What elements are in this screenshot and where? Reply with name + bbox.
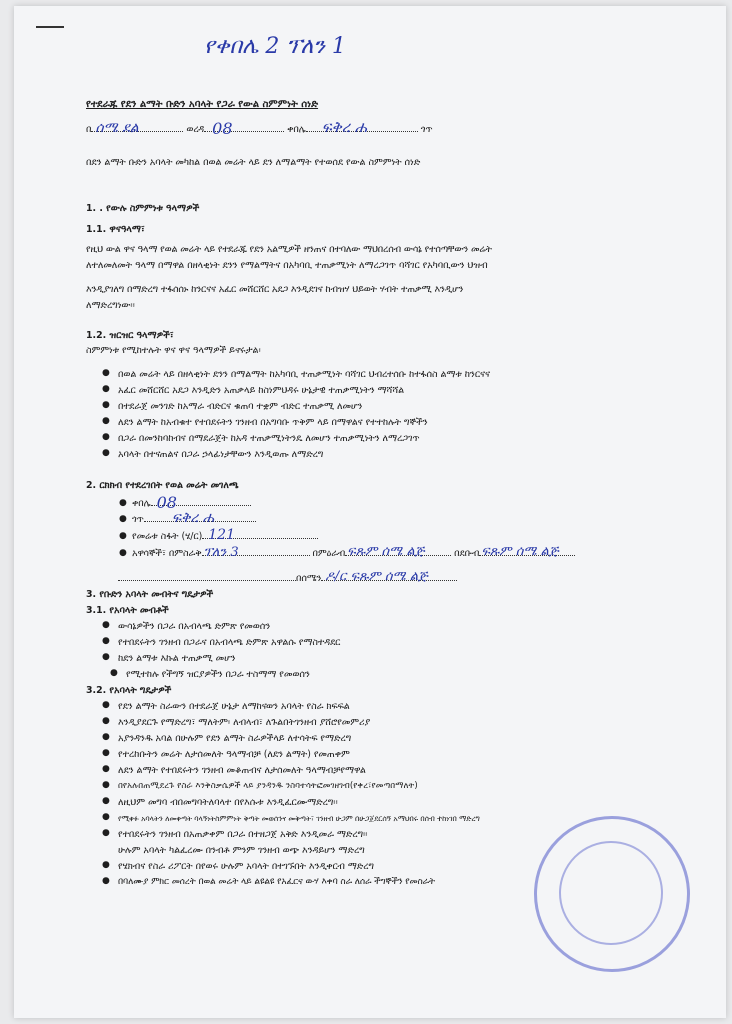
bullet-icon: ● <box>102 828 110 838</box>
bullet-icon: ● <box>102 636 110 646</box>
list-item: በተደራጀ መንገድ ከአማራ ብድርና ቁጠባ ተቋም ብድር ተጠቃሚ ለመሆን <box>118 401 363 412</box>
bullet-icon: ● <box>102 384 110 394</box>
list-item: አባላት በተናጠልና በጋራ ኃላፊነታቸውን እንዲወጡ ለማድረግ <box>118 449 324 460</box>
bullet-icon: ● <box>102 780 110 790</box>
list-item-continuation: ሁሉም አባላት ካልፈረሙ በንብቶ ምንም ገንዘብ ወጭ እንዳይሆን ማድረግ <box>118 845 365 856</box>
bullet-icon: ● <box>102 620 110 630</box>
list-item: የሄክብና የስራ ሪፖርት በየወሩ ሁሉም አባላት በተገኙበት እንዲቀርብ ማድረግ <box>118 861 374 872</box>
list-item: የተረከቡትን መሬት ለታሰመለት ዓላማብቻ (ለደን ልማት) የመጠቀም <box>118 749 350 760</box>
bullet-icon: ● <box>102 764 110 774</box>
bullet-icon: ● <box>102 652 110 662</box>
field-south <box>118 569 457 585</box>
field-east-label: አዋሳኞች፣ በምስራቅ <box>132 548 202 559</box>
location-prefix: በ <box>86 124 92 135</box>
section-1-2-subheading: ስምምነቱ የሚከተሉት ዋና ዋና ዓላማዎች ይኖሩታል፡ <box>86 345 261 356</box>
official-stamp <box>534 816 690 972</box>
document-title: የተደራጁ የደን ልማት ቡድን አባላት የጋራ የውል ስምምነት ሰነድ <box>86 99 319 110</box>
corner-mark <box>36 26 64 28</box>
handwritten-area: 121 <box>208 527 235 543</box>
bullet-icon: ● <box>119 498 127 508</box>
list-item: የተበደሩትን ገንዘብ በጋራና በአብላጫ ድምጽ አዋልሱ የማስተዳደር <box>118 637 341 648</box>
handwritten-north: ፍጹም ሰሜ ልጅ <box>481 544 559 559</box>
section-1-heading: 1. . የውሉ ስምምነቱ ዓላማዎች <box>86 203 200 214</box>
document-page <box>14 6 726 1018</box>
field-got <box>132 510 256 526</box>
bullet-icon: ● <box>102 400 110 410</box>
list-item: አያንዳንዱ አባል በሁሉም የደን ልማት ስራዎችላይ ለተሳትፍ የማድረግ <box>118 733 352 744</box>
handwritten-got-place: ፍቅረ ሐ <box>171 510 215 526</box>
handwritten-kebele-name: ሰሜ ደል <box>95 120 139 136</box>
list-item: በጋራ በመንከባከብና በማደራጀት ከአዳ ተጠቃሚነትንዴ ለመሆን ተጠቃሚነትን ለማረጋገጥ <box>118 433 420 444</box>
section-3-1-heading: 3.1. የአባላት መብቶች <box>86 605 169 616</box>
section-3-heading: 3. የቡድን አባላት መብትና ግዴታዎች <box>86 589 214 600</box>
bullet-icon: ● <box>102 732 110 742</box>
handwritten-woreda: 08 <box>212 119 233 138</box>
field-north-label: በደቡብ <box>454 548 480 559</box>
paragraph-2-line-1: እንዲያገለግ በማድረግ ተፋሰሰኑ ከንርናና አፈር መሸርሸር አደጋ እንዲደገና ከብዝሃ ህይወት ሃብት ተጠቃሚ እንዲሆን <box>86 284 464 295</box>
list-item: ከደን ልማቱ እኩል ተጠቃሚ መሆን <box>118 653 236 664</box>
bullet-icon: ● <box>102 796 110 806</box>
list-item: የተበደሩትን ገንዘብ በአጠቃቀም በጋራ በተዘጋጀ አቅድ እንዲመራ ማድረግ፡፡ <box>118 829 368 840</box>
list-item: የሚቀፉ አባላትን ለመቀጣት ባላኝነትስምምነት ቅጣት መወሰንና መቅጣት፣ ገንዘብ ሁጋም በሁጋጀደርሰኝ አማህበሩ በሰብ ተከነገበ ማድረግ <box>118 814 480 823</box>
list-item: ለደን ልማት የተበደሩትን ገንዘብ መቆጠብና ለታሰመለት ዓላማብቻየማዋል <box>118 765 366 776</box>
list-item: ውሳኔዎችን በጋራ በአብላጫ ድምጽ የመወሰን <box>118 621 271 632</box>
field-area-label: የመሬቱ ስፋት (ሄ/ር) <box>132 531 203 542</box>
handwritten-place: ፍቅረ ሐ <box>321 118 367 136</box>
bullet-icon: ● <box>119 548 127 558</box>
field-south-label: በሰሜን <box>296 573 322 584</box>
bullet-icon: ● <box>119 514 127 524</box>
paragraph-1-line-1: የዚህ ውል ዋና ዓላማ የወል መሬት ላይ የተደራጁ የደን አልሚዎች ዘንጠና በተባለው ማህበረሰብ ውሳኔ የተሰጣቸውን መሬት <box>86 244 492 255</box>
field-neighbors <box>132 544 575 560</box>
list-item: ለዚህም መግባ ብበመግባትለባላተ በየእሱቱ እንዲፈርሙማድረግ፡፡ <box>118 797 338 808</box>
list-item: እንዲያደርጉ የማድረግ፣ ማለትም፡ ለብላብ፣ ለጉልበትገንዘብ ያሸሮየመምሪያ <box>118 717 371 728</box>
field-area <box>132 527 318 543</box>
bullet-icon: ● <box>102 700 110 710</box>
got-label: ጎጥ <box>420 124 433 135</box>
bullet-icon: ● <box>102 432 110 442</box>
bullet-icon: ● <box>102 876 110 886</box>
paragraph-2-line-2: ለማድረግነው፡፡ <box>86 300 135 311</box>
bullet-icon: ● <box>102 812 110 822</box>
field-kebele-label: ቀበሌ <box>132 498 151 509</box>
list-item: በባለሙያ ምክር መሰረት በወል መሬት ላይ ልዩልዩ የአፈርና ውሃ እቀባ ስራ ለሰራ ችግኞችን የመስራት <box>118 877 435 887</box>
field-kebele <box>132 493 251 512</box>
list-item: በወል መሬት ላይ በዘላቂነት ደንን በማልማት ከአካባቢ ተጠቃሚነት ባሻገር ህብረተሰቡ ከተፋሰስ ልማቱ ከንርናና <box>118 369 490 380</box>
list-item: አፈር መሸርሸር አደጋ እንዲድን አጠቃላይ ከስነምህዳሩ ሁኔታዊ ተጠቃሚነትን ማሻሻል <box>118 385 405 396</box>
list-item: የደን ልማት ስራውን በተደራጀ ሁኔታ ለማከናወን አባላት የስራ ክፍፍል <box>118 701 350 712</box>
bullet-icon: ● <box>102 716 110 726</box>
kebele-label: ቀበሌ <box>287 124 306 135</box>
location-line <box>86 118 433 138</box>
paragraph-1-line-2: ለተለመለመት ዓላማ በማዋል በዘላቂነት ደንን የማልማትና በአካባቢ ተጠቃሚነት ለማረጋገጥ ባሻገር የአካባቢውን ህዝብ <box>86 260 488 271</box>
bullet-icon: ● <box>119 531 127 541</box>
bullet-icon: ● <box>102 448 110 458</box>
field-got-label: ጎጥ <box>132 514 144 525</box>
handwritten-south: ዶ/ር ፍጹም ሰሜ ልጅ <box>325 569 428 584</box>
handwritten-west: ፍጹም ሰሜ ልጅ <box>347 544 425 559</box>
bullet-icon: ● <box>102 368 110 378</box>
section-2-heading: 2. ርክክብ የተደረገበት የወል መሬት መገለጫ <box>86 480 239 491</box>
woreda-label: ወረዳ <box>186 124 205 135</box>
bullet-icon: ● <box>102 416 110 426</box>
bullet-icon: ● <box>110 668 118 678</box>
handwritten-top-note: የቀበሌ 2 ፕለን 1 <box>204 34 346 59</box>
handwritten-east: ፕለን 3 <box>203 545 239 560</box>
handwritten-kebele-number: 08 <box>156 493 177 512</box>
section-3-2-heading: 3.2. የአባላት ግዴታዎች <box>86 685 172 696</box>
list-item: ለደን ልማት ከአብቁተ የተበደሩትን ገንዘብ በአግባቡ ጥቅም ላይ በማዋልና የተተከሉት ግኞችን <box>118 417 428 428</box>
section-1-1-heading: 1.1. ዋናዓላማ፣ <box>86 224 145 235</box>
field-west-label: በምዕራብ <box>312 548 346 559</box>
intro-line: በደን ልማት ቡድን አባላት መካከል በወል መሬት ላይ ደን ለማልማት የተወሰደ የውል ስምምነት ሰነድ <box>86 157 421 168</box>
section-1-2-heading: 1.2. ዝርዝር ዓላማዎች፣ <box>86 330 174 341</box>
bullet-icon: ● <box>102 860 110 870</box>
list-item: በየአሉበጠሚደረጉ የስራ እንቅስቃሴዎች ላይ ያንዳንዱ ንስባተሳትፎመገዘገብ(የቀረ፣የመጣበማለት) <box>118 781 418 791</box>
list-item: የሚተከሉ የችግኝ ዝርያዎችን በጋራ ተስማማ የመወሰን <box>126 669 310 680</box>
bullet-icon: ● <box>102 748 110 758</box>
